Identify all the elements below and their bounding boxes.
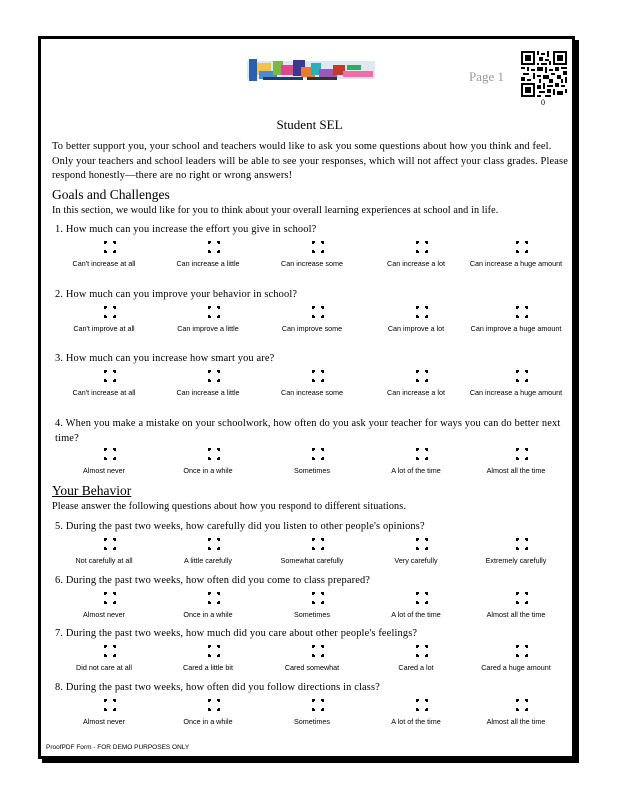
question-3-option-1[interactable]: Can't increase at all (52, 370, 156, 398)
question-4-option-4[interactable]: A lot of the time (364, 448, 468, 476)
question-4-option-5[interactable]: Almost all the time (468, 448, 564, 476)
question-7-option-1[interactable]: Did not care at all (52, 645, 156, 673)
checkbox[interactable] (98, 699, 110, 711)
checkbox[interactable] (510, 645, 522, 657)
question-8-option-1[interactable]: Almost never (52, 699, 156, 727)
question-1-option-2[interactable]: Can increase a little (156, 241, 260, 269)
question-5-option-5[interactable]: Extremely carefully (468, 538, 564, 566)
question-6-option-5[interactable]: Almost all the time (468, 592, 564, 620)
checkbox[interactable] (202, 370, 214, 382)
page-shadow-bottom (42, 759, 579, 763)
question-3-option-5[interactable]: Can increase a huge amount (468, 370, 564, 398)
question-8-option-2[interactable]: Once in a while (156, 699, 260, 727)
checkbox[interactable] (410, 592, 422, 604)
checkbox[interactable] (410, 241, 422, 253)
checkbox[interactable] (98, 370, 110, 382)
checkbox[interactable] (202, 448, 214, 460)
checkbox[interactable] (510, 699, 522, 711)
checkbox[interactable] (202, 538, 214, 550)
question-7-options (52, 645, 572, 685)
checkbox[interactable] (98, 306, 110, 318)
checkbox[interactable] (306, 699, 318, 711)
checkbox[interactable] (306, 592, 318, 604)
checkbox[interactable] (202, 306, 214, 318)
question-8-option-4[interactable]: A lot of the time (364, 699, 468, 727)
checkbox[interactable] (98, 592, 110, 604)
question-8-option-5[interactable]: Almost all the time (468, 699, 564, 727)
question-5-option-1[interactable]: Not carefully at all (52, 538, 156, 566)
checkbox[interactable] (306, 241, 318, 253)
question-1-option-1[interactable]: Can't increase at all (52, 241, 156, 269)
question-7-option-4[interactable]: Cared a lot (364, 645, 468, 673)
question-2: 2. How much can you improve your behavior in school? (55, 289, 298, 300)
question-6-options (52, 592, 572, 632)
checkbox[interactable] (510, 592, 522, 604)
question-4-option-2[interactable]: Once in a while (156, 448, 260, 476)
question-3-option-4[interactable]: Can increase a lot (364, 370, 468, 398)
question-1: 1. How much can you increase the effort you give in school? (55, 224, 317, 235)
form-title: Student SEL (276, 117, 343, 132)
section-description-behavior: Please answer the following questions about how you respond to different situations. (52, 501, 406, 512)
question-2-option-4[interactable]: Can improve a lot (364, 306, 468, 334)
question-3-options (52, 370, 572, 410)
checkbox[interactable] (98, 241, 110, 253)
checkbox[interactable] (410, 370, 422, 382)
checkbox[interactable] (510, 370, 522, 382)
checkbox[interactable] (306, 306, 318, 318)
checkbox[interactable] (202, 699, 214, 711)
question-6: 6. During the past two weeks, how often did you come to class prepared? (55, 575, 371, 586)
checkbox[interactable] (306, 645, 318, 657)
question-6-option-3[interactable]: Sometimes (260, 592, 364, 620)
checkbox[interactable] (510, 241, 522, 253)
question-4: 4. When you make a mistake on your schoolwork, how often do you ask your teacher for ways you can do better next time? (55, 418, 561, 444)
question-7-option-5[interactable]: Cared a huge amount (468, 645, 564, 673)
question-6-option-4[interactable]: A lot of the time (364, 592, 468, 620)
question-2-option-2[interactable]: Can improve a little (156, 306, 260, 334)
qr-code (521, 51, 567, 97)
question-4-option-1[interactable]: Almost never (52, 448, 156, 476)
question-1-option-3[interactable]: Can increase some (260, 241, 364, 269)
checkbox[interactable] (202, 241, 214, 253)
question-3-option-3[interactable]: Can increase some (260, 370, 364, 398)
question-1-option-4[interactable]: Can increase a lot (364, 241, 468, 269)
question-7: 7. During the past two weeks, how much did you care about other people's feelings? (55, 628, 418, 639)
checkbox[interactable] (410, 306, 422, 318)
checkbox[interactable] (306, 538, 318, 550)
footer-text: ProofPDF Form - FOR DEMO PURPOSES ONLY (46, 744, 190, 751)
checkbox[interactable] (98, 538, 110, 550)
checkbox[interactable] (98, 645, 110, 657)
question-3: 3. How much can you increase how smart you are? (55, 353, 275, 364)
question-2-option-3[interactable]: Can improve some (260, 306, 364, 334)
question-5: 5. During the past two weeks, how carefully did you listen to other people's opinions? (55, 521, 425, 532)
question-8-options (52, 699, 572, 739)
question-2-options (52, 306, 572, 346)
question-8: 8. During the past two weeks, how often did you follow directions in class? (55, 682, 380, 693)
question-2-option-5[interactable]: Can improve a huge amount (468, 306, 564, 334)
checkbox[interactable] (98, 448, 110, 460)
question-4-options (52, 448, 572, 488)
form-page (38, 36, 575, 759)
checkbox[interactable] (410, 538, 422, 550)
question-3-option-2[interactable]: Can increase a little (156, 370, 260, 398)
question-1-option-5[interactable]: Can increase a huge amount (468, 241, 564, 269)
page-shadow-right (575, 40, 579, 763)
checkbox[interactable] (410, 448, 422, 460)
checkbox[interactable] (410, 645, 422, 657)
checkbox[interactable] (202, 592, 214, 604)
checkbox[interactable] (202, 645, 214, 657)
question-5-option-4[interactable]: Very carefully (364, 538, 468, 566)
checkbox[interactable] (306, 370, 318, 382)
intro-text: To better support you, your school and teachers would like to ask you some questions about how you think and feel. Only your teachers and school leaders will be able to see your responses, which will not affect your class grades. Please respond honestly—there are no right or wrong answers! (52, 141, 568, 181)
question-8-option-3[interactable]: Sometimes (260, 699, 364, 727)
question-6-option-1[interactable]: Almost never (52, 592, 156, 620)
question-5-option-2[interactable]: A little carefully (156, 538, 260, 566)
checkbox[interactable] (510, 448, 522, 460)
page-number: Page 1 (469, 69, 505, 84)
question-5-options (52, 538, 572, 578)
question-7-option-3[interactable]: Cared somewhat (260, 645, 364, 673)
question-4-option-3[interactable]: Sometimes (260, 448, 364, 476)
question-2-option-1[interactable]: Can't improve at all (52, 306, 156, 334)
checkbox[interactable] (510, 538, 522, 550)
checkbox[interactable] (306, 448, 318, 460)
checkbox[interactable] (410, 699, 422, 711)
qr-code-number: 0 (541, 98, 545, 107)
school-logo (247, 57, 375, 83)
checkbox[interactable] (510, 306, 522, 318)
section-description-goals: In this section, we would like for you to think about your overall learning experiences at school and in life. (52, 205, 499, 216)
question-6-option-2[interactable]: Once in a while (156, 592, 260, 620)
section-heading-goals: Goals and Challenges (52, 187, 170, 202)
question-5-option-3[interactable]: Somewhat carefully (260, 538, 364, 566)
question-7-option-2[interactable]: Cared a little bit (156, 645, 260, 673)
question-1-options (52, 241, 572, 281)
section-heading-behavior: Your Behavior (52, 483, 132, 498)
